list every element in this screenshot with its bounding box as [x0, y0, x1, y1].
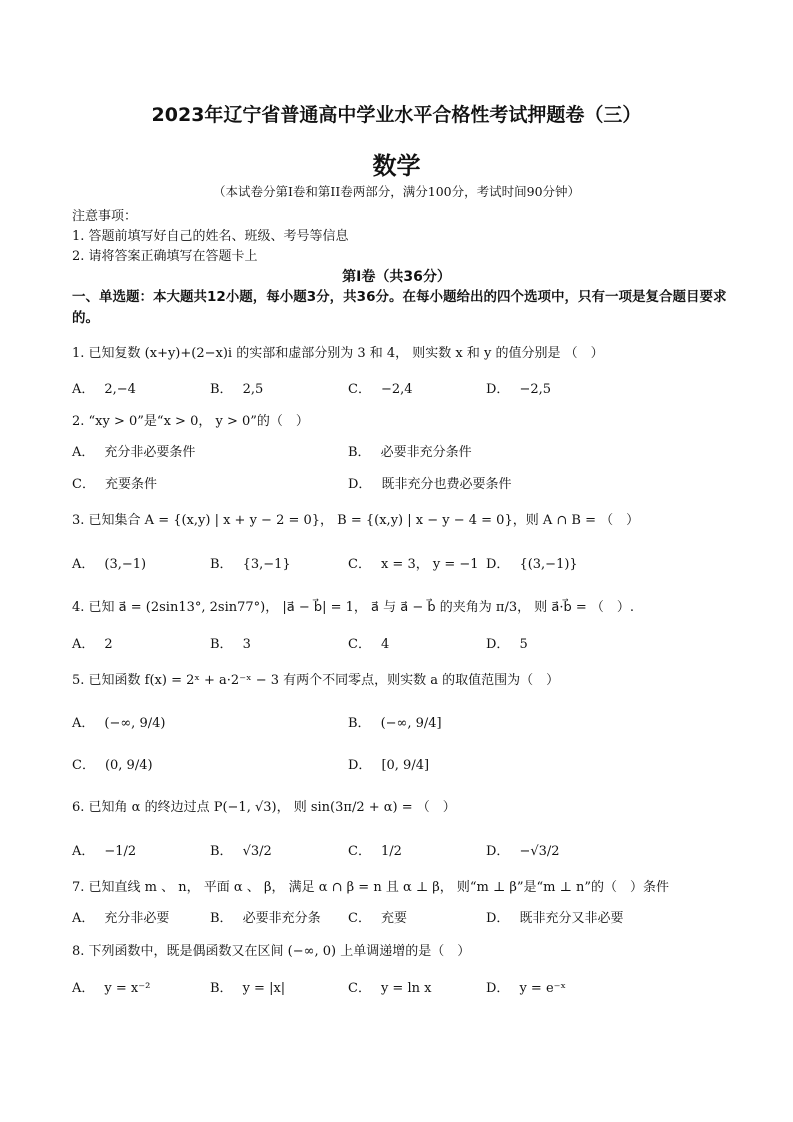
option-b: [210, 378, 263, 397]
option-c: [348, 907, 407, 926]
option-text: −2,5: [519, 382, 552, 397]
option-text: 5: [519, 637, 528, 652]
option-text: 必要非充分条: [242, 911, 321, 926]
question-stem: 4. 已知 a⃗ = (2sin13°, 2sin77°)， |a⃗ − b⃗| = 1， a⃗ 与 a⃗ − b⃗ 的夹角为 π/3， 则 a⃗·b⃗ = （ ）.: [72, 600, 635, 615]
option-a: [72, 712, 165, 731]
option-text: 充要条件: [104, 477, 157, 492]
option-text: 1/2: [380, 844, 402, 859]
option-text: {(3,−1)}: [519, 557, 578, 572]
option-text: {3,−1}: [242, 557, 291, 572]
option-label: D．: [486, 637, 510, 652]
option-label: A．: [72, 981, 95, 996]
section-heading: 一、单选题：本大题共12小题，每小题3分，共36分。在每小题给出的四个选项中，只有一项是复合题目要求的。: [72, 289, 727, 326]
option-a: [72, 633, 113, 652]
option-label: C．: [72, 477, 95, 492]
option-text: 既非充分又非必要: [519, 911, 624, 926]
option-label: D．: [486, 557, 510, 572]
question-stem: 7. 已知直线 m 、 n， 平面 α 、 β， 满足 α ∩ β = n 且 α ⊥ β， 则“m ⊥ β”是“m ⊥ n”的（ ）条件: [72, 880, 669, 895]
option-text: 4: [380, 637, 390, 652]
option-label: C．: [348, 637, 371, 652]
question-stem: 8. 下列函数中，既是偶函数又在区间 (−∞, 0) 上单调递增的是（ ）: [72, 944, 471, 959]
option-b: [210, 907, 321, 926]
option-text: y = e⁻ˣ: [519, 981, 567, 996]
option-label: D．: [486, 382, 510, 397]
note-item: 1. 答题前填写好自己的姓名、班级、考号等信息: [72, 229, 349, 244]
option-text: y = |x|: [242, 981, 286, 996]
option-d: [486, 907, 623, 926]
option-a: [72, 553, 146, 572]
option-text: (−∞, 9/4]: [380, 716, 442, 731]
part-title: 第Ⅰ卷（共36分）: [342, 269, 451, 285]
option-text: 2,−4: [104, 382, 136, 397]
option-label: B．: [210, 844, 233, 859]
option-label: B．: [210, 981, 233, 996]
option-b: [210, 840, 272, 859]
option-text: 2: [104, 637, 113, 652]
option-c: [72, 473, 157, 492]
option-label: B．: [210, 637, 233, 652]
option-d: [348, 754, 429, 773]
option-text: 既非充分也费必要条件: [381, 477, 512, 492]
option-label: B．: [210, 382, 233, 397]
option-label: C．: [348, 557, 371, 572]
option-b: [210, 633, 251, 652]
option-text: x = 3， y = −1: [380, 557, 479, 572]
question-stem: 1. 已知复数 (x+y)+(2−x)i 的实部和虚部分别为 3 和 4， 则实数 x 和 y 的值分别是 （ ）: [72, 346, 604, 361]
exam-title: 2023年辽宁省普通高中学业水平合格性考试押题卷（三）: [151, 104, 642, 126]
option-label: C．: [348, 844, 371, 859]
option-b: [348, 441, 472, 460]
option-d: [486, 840, 560, 859]
option-text: y = ln x: [380, 981, 432, 996]
option-label: A．: [72, 716, 95, 731]
option-label: D．: [348, 758, 372, 773]
option-d: [486, 633, 528, 652]
option-b: [210, 977, 285, 996]
option-label: D．: [486, 911, 510, 926]
option-c: [348, 840, 402, 859]
exam-subtitle: （本试卷分第Ⅰ卷和第II卷两部分，满分100分，考试时间90分钟）: [212, 184, 581, 199]
option-text: 充要: [380, 911, 407, 926]
option-label: B．: [348, 716, 371, 731]
note-item: 2. 请将答案正确填写在答题卡上: [72, 249, 258, 264]
option-label: D．: [486, 844, 510, 859]
subject-title: 数学: [372, 152, 421, 180]
option-text: 3: [242, 637, 251, 652]
option-a: [72, 441, 195, 460]
option-text: √3/2: [242, 844, 272, 859]
option-label: A．: [72, 445, 95, 460]
option-label: C．: [348, 382, 371, 397]
option-label: B．: [348, 445, 371, 460]
option-label: D．: [348, 477, 372, 492]
question-stem: 2. “xy > 0”是“x > 0， y > 0”的（ ）: [72, 414, 309, 429]
option-text: y = x⁻²: [104, 981, 151, 996]
option-text: −√3/2: [519, 844, 560, 859]
option-label: B．: [210, 557, 233, 572]
option-text: 必要非充分条件: [380, 445, 472, 460]
option-text: (−∞, 9/4): [104, 716, 166, 731]
option-c: [72, 754, 153, 773]
option-d: [486, 378, 551, 397]
notes-heading: 注意事项：: [72, 209, 138, 224]
option-label: A．: [72, 844, 95, 859]
option-b: [348, 712, 442, 731]
option-a: [72, 977, 150, 996]
option-text: (3,−1): [104, 557, 147, 572]
option-a: [72, 907, 169, 926]
option-label: C．: [348, 981, 371, 996]
question-stem: 3. 已知集合 A = {(x,y) | x + y − 2 = 0}， B = {(x,y) | x − y − 4 = 0}，则 A ∩ B = （ ）: [72, 513, 640, 528]
option-c: [348, 553, 479, 572]
option-a: [72, 378, 136, 397]
option-c: [348, 378, 413, 397]
option-text: 充分非必要: [104, 911, 170, 926]
option-d: [486, 977, 566, 996]
option-text: (0, 9/4): [104, 758, 153, 773]
option-label: C．: [348, 911, 371, 926]
option-label: B．: [210, 911, 233, 926]
option-text: 2,5: [242, 382, 264, 397]
option-label: D．: [486, 981, 510, 996]
option-d: [486, 553, 578, 572]
option-a: [72, 840, 136, 859]
question-stem: 5. 已知函数 f(x) = 2ˣ + a·2⁻ˣ − 3 有两个不同零点，则实数 a 的取值范围为（ ）: [72, 673, 560, 688]
option-text: −1/2: [104, 844, 137, 859]
option-d: [348, 473, 511, 492]
option-label: A．: [72, 911, 95, 926]
option-b: [210, 553, 291, 572]
option-label: A．: [72, 557, 95, 572]
option-label: A．: [72, 637, 95, 652]
option-text: 充分非必要条件: [104, 445, 196, 460]
option-text: [0, 9/4]: [381, 758, 430, 773]
option-label: C．: [72, 758, 95, 773]
option-label: A．: [72, 382, 95, 397]
question-stem: 6. 已知角 α 的终边过点 P(−1, √3)， 则 sin(3π/2 + α) = （ ）: [72, 800, 456, 815]
option-text: −2,4: [380, 382, 413, 397]
option-c: [348, 633, 389, 652]
option-c: [348, 977, 431, 996]
